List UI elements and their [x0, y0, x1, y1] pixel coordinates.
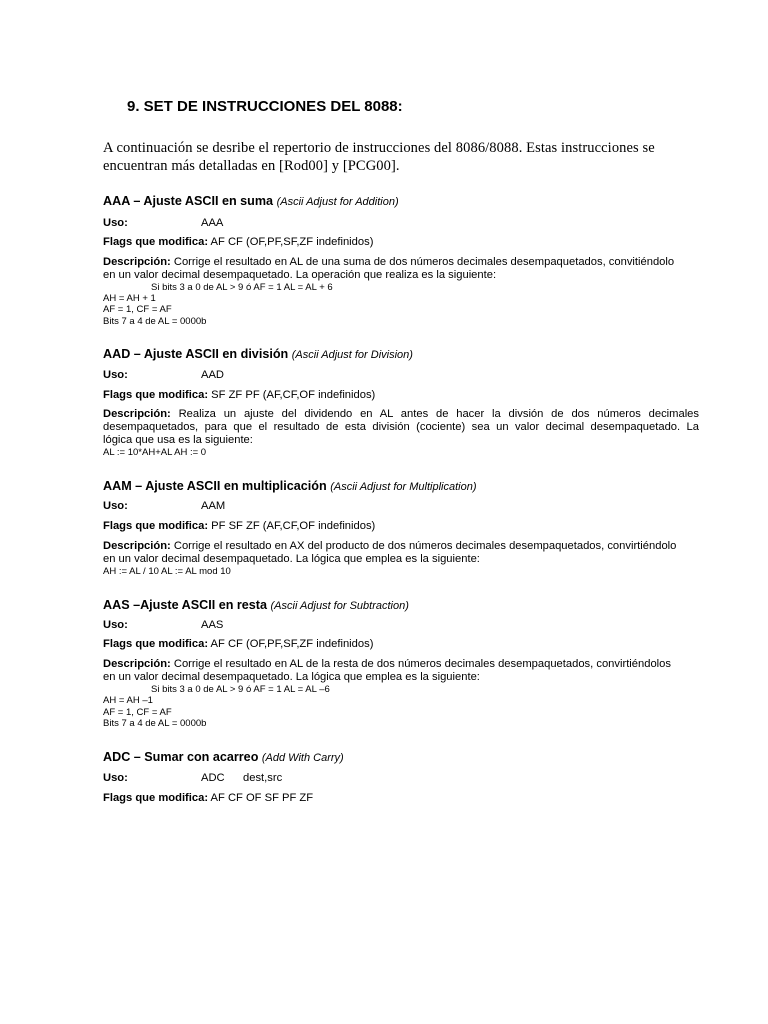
aas-code-4: Bits 7 a 4 de AL = 0000b	[103, 718, 207, 729]
aas-flags: Flags que modifica: AF CF (OF,PF,SF,ZF indefinidos)	[103, 638, 374, 650]
aad-flags: Flags que modifica: SF ZF PF (AF,CF,OF indefinidos)	[103, 389, 376, 401]
aaa-code-4: Bits 7 a 4 de AL = 0000b	[103, 316, 207, 327]
adc-title: ADC – Sumar con acarreo (Add With Carry)	[103, 750, 344, 764]
aaa-uso: Uso: AAA	[103, 217, 224, 229]
aam-title: AAM – Ajuste ASCII en multiplicación (Ascii Adjust for Multiplication)	[103, 479, 477, 493]
aaa-desc-2: en un valor decimal desempaquetado. La operación que realiza es la siguiente:	[103, 269, 497, 281]
aas-uso: Uso: AAS	[103, 619, 224, 631]
aad-uso: Uso: AAD	[103, 369, 225, 381]
aad-title: AAD – Ajuste ASCII en división (Ascii Adjust for Division)	[103, 347, 413, 361]
aad-description: Descripción: Realiza un ajuste del dividendo en AL antes de hacer la divsión de dos números decimales desempaquetados, para que el resultado de esta división (cociente) sea un valor decimal desempaquetado. La lógica que usa es la siguiente:	[103, 408, 699, 446]
aaa-flags: Flags que modifica: AF CF (OF,PF,SF,ZF indefinidos)	[103, 236, 374, 248]
aas-code-3: AF = 1, CF = AF	[103, 707, 172, 718]
aas-desc-2: en un valor decimal desempaquetado. La lógica que emplea es la siguiente:	[103, 671, 480, 683]
aam-uso: Uso: AAM	[103, 500, 226, 512]
aam-code-1: AH := AL / 10 AL := AL mod 10	[103, 566, 231, 577]
adc-uso: Uso: ADC dest,src	[103, 772, 283, 784]
aaa-title: AAA – Ajuste ASCII en suma (Ascii Adjust for Addition)	[103, 194, 399, 208]
intro-line-1: A continuación se desribe el repertorio de instrucciones del 8086/8088. Estas instrucciones se	[103, 140, 655, 156]
aam-flags: Flags que modifica: PF SF ZF (AF,CF,OF indefinidos)	[103, 520, 376, 532]
adc-flags: Flags que modifica: AF CF OF SF PF ZF	[103, 792, 314, 804]
aas-desc-1: Descripción: Corrige el resultado en AL de la resta de dos números decimales desempaquetados, convirtiéndolos	[103, 658, 671, 670]
aaa-code-1: Si bits 3 a 0 de AL > 9 ó AF = 1 AL = AL + 6	[151, 282, 333, 293]
aaa-code-3: AF = 1, CF = AF	[103, 304, 172, 315]
aas-title: AAS –Ajuste ASCII en resta (Ascii Adjust for Subtraction)	[103, 598, 409, 612]
aad-code-1: AL := 10*AH+AL AH := 0	[103, 447, 207, 458]
intro-line-2: encuentran más detalladas en [Rod00] y [PCG00].	[103, 158, 400, 174]
aas-code-2: AH = AH –1	[103, 695, 153, 706]
aam-desc-1: Descripción: Corrige el resultado en AX del producto de dos números decimales desempaquetados, convirtiéndolo	[103, 540, 677, 552]
aas-code-1: Si bits 3 a 0 de AL > 9 ó AF = 1 AL = AL –6	[151, 684, 330, 695]
aaa-desc-1: Descripción: Corrige el resultado en AL de una suma de dos números decimales desempaquetados, convitiéndolo	[103, 256, 675, 268]
aam-desc-2: en un valor decimal desempaquetado. La lógica que emplea es la siguiente:	[103, 553, 480, 565]
aaa-code-2: AH = AH + 1	[103, 293, 156, 304]
section-heading: 9. SET DE INSTRUCCIONES DEL 8088:	[127, 98, 403, 115]
